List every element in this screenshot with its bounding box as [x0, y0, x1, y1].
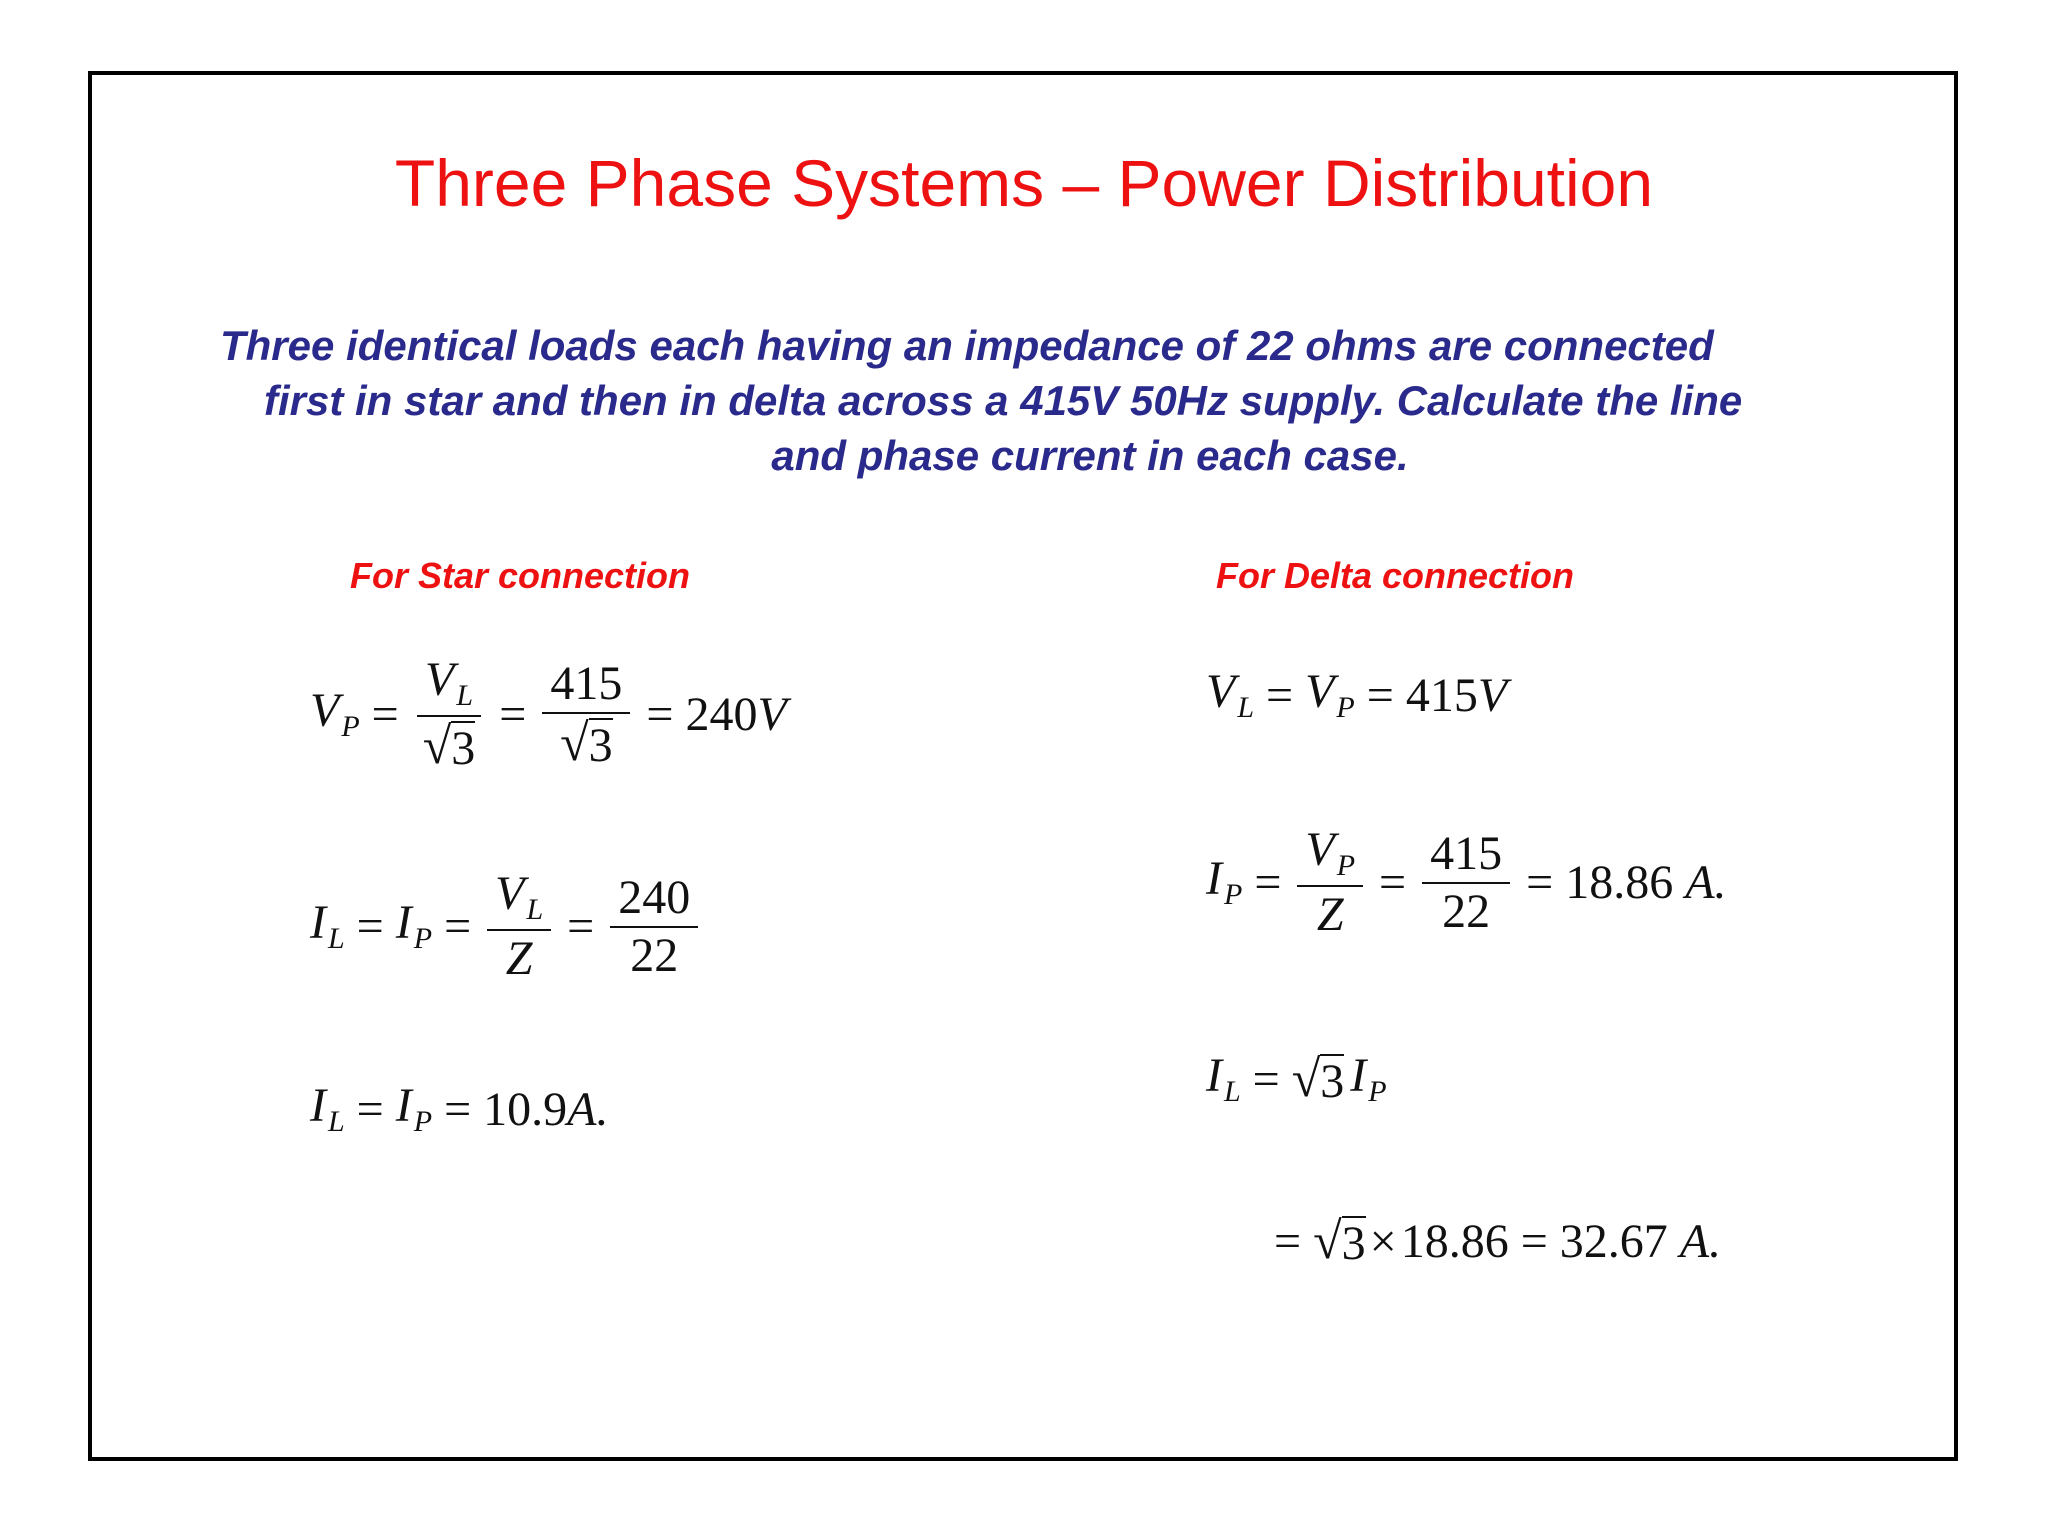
fraction: $\frac{240}{22}$ [610, 874, 698, 980]
star-equation-result: $I_L$ = $I_P$ = 10.9A. [310, 1079, 609, 1138]
var-v: V [310, 684, 340, 737]
result: 32.67 A. [1559, 1215, 1722, 1268]
problem-line-3: and phase current in each case. [771, 432, 1409, 479]
slide-title: Three Phase Systems – Power Distribution [394, 146, 1654, 220]
problem-line-1: Three identical loads each having an impedance of 22 ohms are connected [220, 322, 1714, 369]
sqrt: √ 3 [422, 718, 476, 775]
equals-sign: = [1254, 855, 1282, 909]
fraction: $\frac{V_P}{Z}$ [1297, 826, 1363, 939]
result: 10.9A. [483, 1082, 609, 1136]
result: 18.86 A. [1565, 855, 1727, 909]
equals-sign: = [1366, 668, 1394, 722]
equals-sign: = [356, 899, 384, 953]
problem-statement [220, 318, 1880, 483]
fraction: 415 √ 3 [542, 660, 630, 770]
delta-equation-ip: $I_P$ = $\frac{V_P}{Z}$ = $\frac{415}{22}$ = 18.86 A. [1206, 823, 1727, 941]
fraction [415, 653, 484, 775]
equals-sign: = [1274, 1215, 1302, 1268]
sqrt: √ 3 [1313, 1213, 1366, 1270]
sub-p: P [341, 710, 360, 743]
equals-sign: = [1379, 855, 1407, 909]
sqrt: √ 3 [560, 714, 613, 772]
sub-l: L [456, 679, 474, 712]
equals-sign: = [371, 687, 399, 741]
equals-sign: = [1526, 855, 1554, 909]
equals-sign: = [646, 687, 674, 741]
result: 415V [1405, 668, 1508, 722]
equals-sign: = [499, 687, 527, 741]
result: 240V [685, 687, 787, 741]
star-equation-vp [310, 653, 787, 775]
sqrt: √ 3 [1291, 1050, 1345, 1108]
equals-sign: = [1266, 668, 1294, 722]
equals-sign: = [444, 899, 472, 953]
times-sign: × [1369, 1215, 1397, 1268]
fraction: $\frac{415}{22}$ [1422, 830, 1510, 936]
delta-heading: For Delta connection [1216, 555, 1575, 596]
equals-sign: = [567, 899, 595, 953]
delta-equation-il: $I_L$ = √ 3 $I_P$ [1206, 1049, 1387, 1108]
problem-line-2: first in star and then in delta across a 415V 50Hz supply. Calculate the line [264, 377, 1743, 424]
fraction: $\frac{V_L}{Z}$ [487, 870, 551, 983]
var-v: V [425, 653, 455, 706]
delta-equation-vl-vp: $V_L$ = $V_P$ = 415V [1206, 665, 1508, 724]
equals-sign: = [1520, 1215, 1548, 1268]
equals-sign: = [356, 1082, 384, 1136]
star-heading: For Star connection [350, 555, 691, 596]
delta-equation-result: = √ 3 × 18.86 = 32.67 A. [1274, 1213, 1722, 1270]
equals-sign: = [1252, 1052, 1280, 1106]
equals-sign: = [444, 1082, 472, 1136]
star-equation-il-ip: $I_L$ = $I_P$ = $\frac{V_L}{Z}$ = $\frac{240}{22}$ [310, 870, 702, 983]
